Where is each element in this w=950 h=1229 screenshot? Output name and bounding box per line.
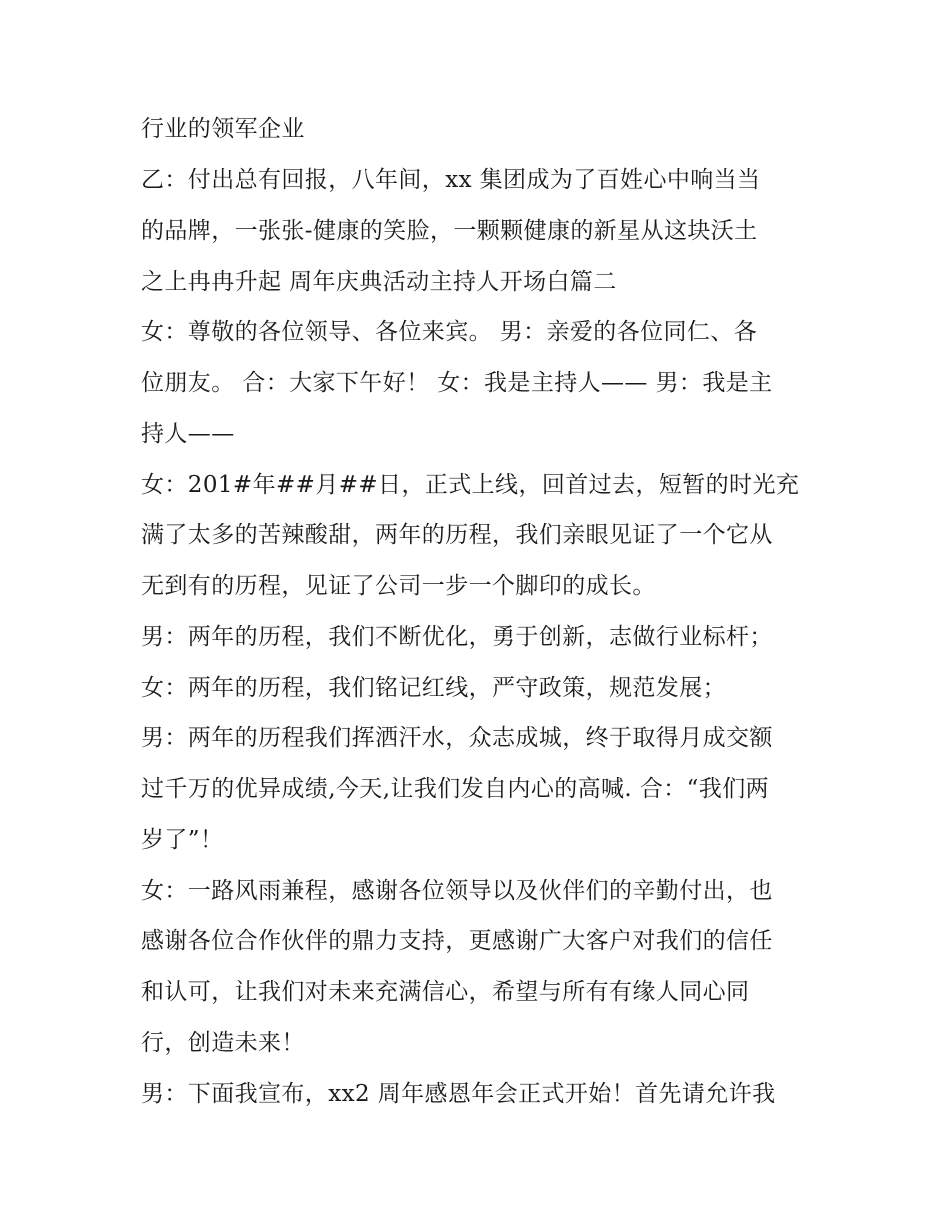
text-line: 之上冉冉升起 周年庆典活动主持人开场白篇二 (141, 269, 617, 295)
text-line: 男：下面我宣布，xx2 周年感恩年会正式开始！首先请允许我 (141, 1081, 776, 1107)
text-line: 感谢各位合作伙伴的鼎力支持，更感谢广大客户对我们的信任 (141, 928, 773, 954)
text-line: 持人—— (141, 421, 235, 447)
text-line: 女：尊敬的各位领导、各位来宾。 男：亲爱的各位同仁、各 (141, 319, 758, 345)
text-line: 乙：付出总有回报，八年间，xx 集团成为了百姓心中响当当 (141, 167, 761, 193)
text-line: 女：一路风雨兼程，感谢各位领导以及伙伴们的辛勤付出，也 (141, 878, 773, 904)
text-line: 行，创造未来！ (141, 1030, 305, 1056)
text-line: 和认可，让我们对未来充满信心，希望与所有有缘人同心同 (141, 979, 750, 1005)
text-line: 位朋友。 合：大家下午好！ 女：我是主持人—— 男：我是主 (141, 370, 773, 396)
text-line: 女：201#年##月##日，正式上线，回首过去，短暂的时光充 (141, 472, 800, 498)
text-line: 过千万的优异成绩,今天,让我们发自内心的高喊. 合：“我们两 (141, 776, 770, 802)
text-line: 男：两年的历程，我们不断优化，勇于创新，志做行业标杆； (141, 624, 773, 650)
text-line: 女：两年的历程，我们铭记红线，严守政策，规范发展； (141, 675, 726, 701)
text-line: 行业的领军企业 (141, 116, 305, 142)
text-line: 的品牌，一张张-健康的笑脸，一颗颗健康的新星从这块沃土 (141, 218, 758, 244)
text-line: 满了太多的苦辣酸甜，两年的历程，我们亲眼见证了一个它从 (141, 522, 773, 548)
text-line: 岁了”！ (141, 827, 224, 853)
text-line: 男：两年的历程我们挥洒汗水，众志成城，终于取得月成交额 (141, 725, 773, 751)
text-line: 无到有的历程，见证了公司一步一个脚印的成长。 (141, 573, 656, 599)
